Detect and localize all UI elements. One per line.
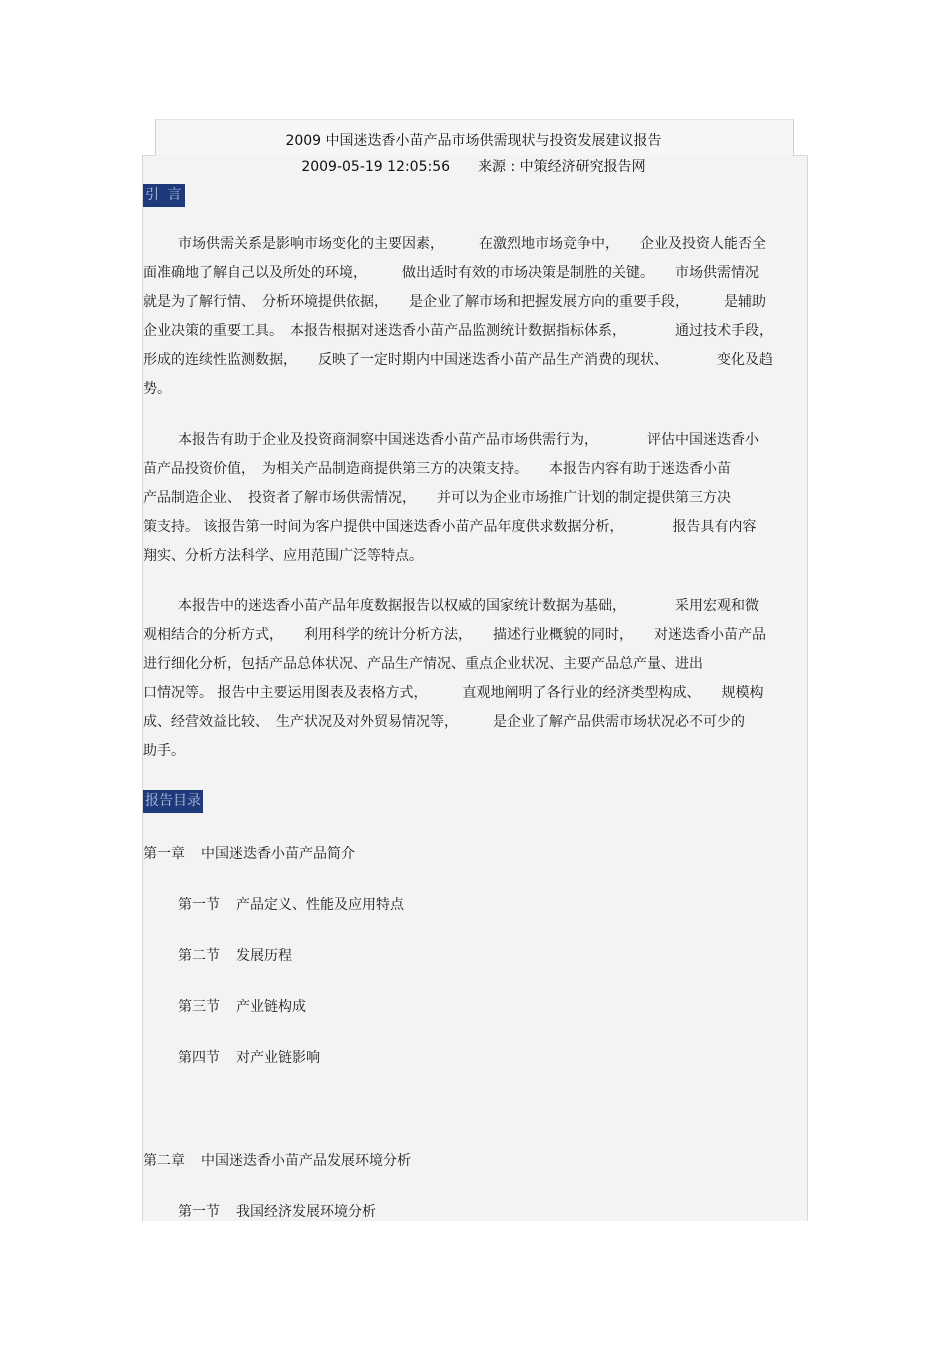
paragraph-line: 策支持。 该报告第一时间为客户提供中国迷迭香小苗产品年度供求数据分析， 报告具有内容: [143, 519, 757, 535]
paragraph-line: 形成的连续性监测数据， 反映了一定时期内中国迷迭香小苗产品生产消费的现状、 变化及趋: [143, 352, 773, 368]
report-meta: [155, 156, 792, 176]
intro-section-label: 引 言: [143, 184, 185, 207]
paragraph-line: 进行细化分析，包括产品总体状况、产品生产情况、重点企业状况、主要产品总产量、进出: [143, 656, 703, 672]
intro-paragraph-1: [143, 230, 803, 404]
toc-title: 中国迷迭香小苗产品发展环境分析: [201, 1153, 411, 1169]
paragraph-line: 口情况等。 报告中主要运用图表及表格方式， 直观地阐明了各行业的经济类型构成、 规模构: [143, 685, 764, 701]
paragraph-line: 产品制造企业、 投资者了解市场供需情况， 并可以为企业市场推广计划的制定提供第三方决: [143, 490, 731, 506]
paragraph-line: 苗产品投资价值， 为相关产品制造商提供第三方的决策支持。 本报告内容有助于迷迭香小苗: [143, 461, 731, 477]
toc-section-2-1[interactable]: [178, 1201, 376, 1221]
report-title: 2009 中国迷迭香小苗产品市场供需现状与投资发展建议报告: [285, 133, 662, 149]
toc-title: 产业链构成: [236, 999, 306, 1015]
toc-section-label: 报告目录: [143, 790, 203, 813]
paragraph-line: 势。: [143, 381, 171, 397]
report-source: 来源 : 中策经济研究报告网: [478, 159, 646, 175]
paragraph-line: 成、经营效益比较、 生产状况及对外贸易情况等， 是企业了解产品供需市场状况必不可少的: [143, 714, 745, 730]
toc-title: 产品定义、性能及应用特点: [236, 897, 404, 913]
toc-section-1-4[interactable]: [178, 1047, 320, 1067]
toc-title: 我国经济发展环境分析: [236, 1204, 376, 1220]
intro-paragraph-2: [143, 426, 803, 571]
paragraph-line: 就是为了解行情、 分析环境提供依据， 是企业了解市场和把握发展方向的重要手段， 是辅助: [143, 294, 766, 310]
paragraph-line: 企业决策的重要工具。 本报告根据对迷迭香小苗产品监测统计数据指标体系， 通过技术手段，: [143, 323, 773, 339]
toc-number: 第二章: [143, 1153, 185, 1169]
toc-title: 对产业链影响: [236, 1050, 320, 1066]
paragraph-line: 本报告有助于企业及投资商洞察中国迷迭香小苗产品市场供需行为， 评估中国迷迭香小: [178, 432, 759, 448]
paragraph-line: 助手。: [143, 743, 185, 759]
toc-section-1-3[interactable]: [178, 996, 306, 1016]
toc-section-1-1[interactable]: [178, 894, 404, 914]
paragraph-line: 市场供需关系是影响市场变化的主要因素， 在激烈地市场竞争中， 企业及投资人能否全: [178, 236, 766, 252]
toc-number: 第一节: [178, 897, 220, 913]
frame-notch-right: [792, 155, 806, 156]
frame-notch-left: [142, 155, 155, 156]
toc-title: 发展历程: [236, 948, 292, 964]
toc-chapter-1[interactable]: [143, 843, 355, 863]
paragraph-line: 面准确地了解自己以及所处的环境， 做出适时有效的市场决策是制胜的关键。 市场供需情况: [143, 265, 759, 281]
intro-paragraph-3: [143, 592, 803, 766]
toc-number: 第二节: [178, 948, 220, 964]
paragraph-line: 翔实、分析方法科学、应用范围广泛等特点。: [143, 548, 423, 564]
toc-chapter-2[interactable]: [143, 1150, 411, 1170]
publish-datetime: 2009-05-19 12:05:56: [301, 159, 451, 175]
paragraph-line: 本报告中的迷迭香小苗产品年度数据报告以权威的国家统计数据为基础， 采用宏观和微: [178, 598, 759, 614]
paragraph-line: 观相结合的分析方式， 利用科学的统计分析方法， 描述行业概貌的同时， 对迷迭香小苗产品: [143, 627, 766, 643]
toc-number: 第四节: [178, 1050, 220, 1066]
toc-title: 中国迷迭香小苗产品简介: [201, 846, 355, 862]
toc-number: 第一节: [178, 1204, 220, 1220]
toc-section-1-2[interactable]: [178, 945, 292, 965]
toc-number: 第一章: [143, 846, 185, 862]
toc-number: 第三节: [178, 999, 220, 1015]
